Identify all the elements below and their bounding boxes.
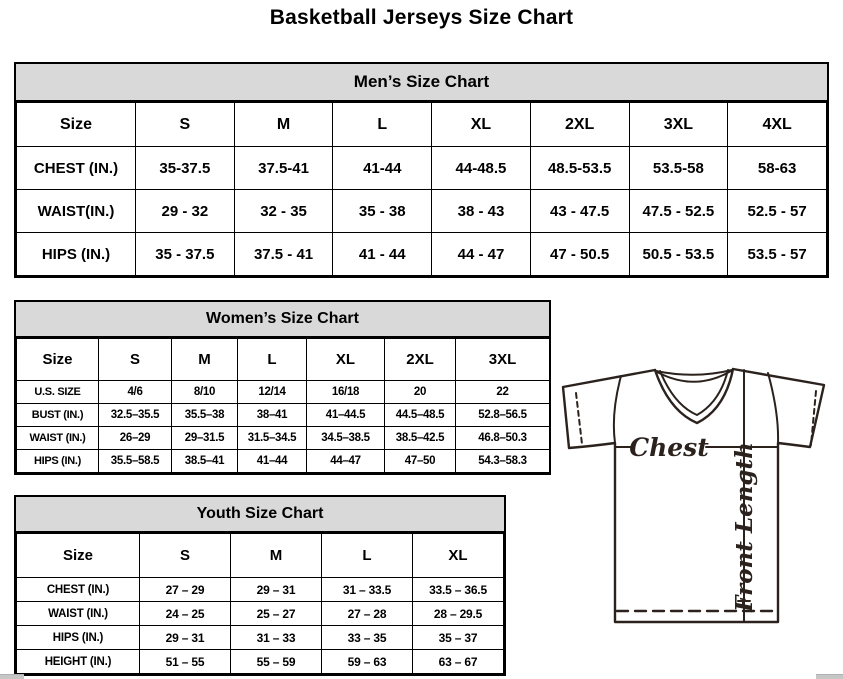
size-value: 33.5 – 36.5 — [413, 578, 504, 602]
column-header: S — [99, 339, 172, 381]
size-value: 46.8–50.3 — [456, 427, 550, 450]
column-header: S — [136, 103, 235, 147]
size-value: 27 – 28 — [322, 602, 413, 626]
row-label: HEIGHT (IN.) — [17, 650, 140, 674]
size-value: 29 - 32 — [136, 190, 235, 233]
size-value: 4/6 — [99, 381, 172, 404]
table-row — [17, 404, 550, 427]
chest-label: Chest — [629, 433, 709, 462]
size-value: 29–31.5 — [172, 427, 238, 450]
table-row — [17, 626, 504, 650]
column-header: S — [140, 534, 231, 578]
size-value: 16/18 — [307, 381, 385, 404]
size-value: 51 – 55 — [140, 650, 231, 674]
size-value: 44–47 — [307, 450, 385, 473]
size-value: 38.5–42.5 — [385, 427, 456, 450]
row-label: HIPS (IN.) — [17, 626, 140, 650]
size-value: 44.5–48.5 — [385, 404, 456, 427]
size-value: 35.5–38 — [172, 404, 238, 427]
row-label: CHEST (IN.) — [17, 147, 136, 190]
size-value: 38.5–41 — [172, 450, 238, 473]
column-header: XL — [307, 339, 385, 381]
column-header: 2XL — [530, 103, 629, 147]
size-value: 41–44 — [238, 450, 307, 473]
size-value: 47.5 - 52.5 — [629, 190, 728, 233]
column-header: M — [234, 103, 333, 147]
horizontal-scrollbar-thumb-left[interactable] — [0, 674, 24, 679]
jersey-seam-right — [768, 373, 778, 443]
size-value: 20 — [385, 381, 456, 404]
size-value: 58-63 — [728, 147, 827, 190]
size-value: 52.8–56.5 — [456, 404, 550, 427]
row-label: WAIST (IN.) — [17, 602, 140, 626]
size-value: 41 - 44 — [333, 233, 432, 276]
jersey-measurement-diagram — [555, 355, 843, 655]
size-value: 31 – 33.5 — [322, 578, 413, 602]
jersey-outline — [563, 369, 824, 622]
column-header: 3XL — [629, 103, 728, 147]
horizontal-scrollbar-thumb-right[interactable] — [816, 674, 843, 679]
youth-table-caption: Youth Size Chart — [16, 497, 504, 533]
column-header: M — [172, 339, 238, 381]
table-header-row — [17, 103, 827, 147]
size-value: 63 – 67 — [413, 650, 504, 674]
jersey-collar-back-arc-1 — [656, 370, 732, 375]
table-row — [17, 578, 504, 602]
column-header: XL — [432, 103, 531, 147]
column-header: M — [231, 534, 322, 578]
table-row — [17, 190, 827, 233]
size-value: 29 – 31 — [231, 578, 322, 602]
row-label: BUST (IN.) — [17, 404, 99, 427]
size-value: 27 – 29 — [140, 578, 231, 602]
column-header: 3XL — [456, 339, 550, 381]
mens-size-table — [14, 62, 829, 278]
table-row — [17, 650, 504, 674]
size-value: 35-37.5 — [136, 147, 235, 190]
mens-table-caption: Men’s Size Chart — [16, 64, 827, 102]
size-value: 55 – 59 — [231, 650, 322, 674]
size-value: 48.5-53.5 — [530, 147, 629, 190]
size-value: 59 – 63 — [322, 650, 413, 674]
table-row — [17, 381, 550, 404]
size-value: 32 - 35 — [234, 190, 333, 233]
size-value: 25 – 27 — [231, 602, 322, 626]
size-value: 53.5 - 57 — [728, 233, 827, 276]
size-value: 37.5 - 41 — [234, 233, 333, 276]
size-value: 41–44.5 — [307, 404, 385, 427]
page-title: Basketball Jerseys Size Chart — [269, 6, 574, 29]
row-label: WAIST(IN.) — [17, 190, 136, 233]
size-value: 34.5–38.5 — [307, 427, 385, 450]
column-header: 2XL — [385, 339, 456, 381]
front-length-label: Front Length — [731, 442, 758, 612]
size-value: 54.3–58.3 — [456, 450, 550, 473]
table-row — [17, 147, 827, 190]
size-value: 28 – 29.5 — [413, 602, 504, 626]
jersey-cuff-left-dashed — [576, 393, 582, 444]
size-value: 31.5–34.5 — [238, 427, 307, 450]
size-value: 38 - 43 — [432, 190, 531, 233]
column-header: L — [333, 103, 432, 147]
row-label: WAIST (IN.) — [17, 427, 99, 450]
womens-table-caption: Women’s Size Chart — [16, 302, 549, 338]
size-value: 12/14 — [238, 381, 307, 404]
table-header-row — [17, 339, 550, 381]
size-value: 35.5–58.5 — [99, 450, 172, 473]
size-value: 37.5-41 — [234, 147, 333, 190]
size-value: 29 – 31 — [140, 626, 231, 650]
size-value: 43 - 47.5 — [530, 190, 629, 233]
column-header: L — [238, 339, 307, 381]
size-value: 47 - 50.5 — [530, 233, 629, 276]
column-header: XL — [413, 534, 504, 578]
table-row — [17, 233, 827, 276]
size-value: 32.5–35.5 — [99, 404, 172, 427]
womens-size-table — [14, 300, 551, 475]
table-row — [17, 427, 550, 450]
row-label: HIPS (IN.) — [17, 233, 136, 276]
row-label: CHEST (IN.) — [17, 578, 140, 602]
row-label: U.S. SIZE — [17, 381, 99, 404]
column-header: L — [322, 534, 413, 578]
size-value: 44 - 47 — [432, 233, 531, 276]
column-header: Size — [17, 534, 140, 578]
size-value: 50.5 - 53.5 — [629, 233, 728, 276]
size-value: 26–29 — [99, 427, 172, 450]
size-value: 35 - 37.5 — [136, 233, 235, 276]
size-value: 44-48.5 — [432, 147, 531, 190]
size-value: 22 — [456, 381, 550, 404]
size-value: 8/10 — [172, 381, 238, 404]
size-value: 24 – 25 — [140, 602, 231, 626]
size-value: 33 – 35 — [322, 626, 413, 650]
size-value: 35 – 37 — [413, 626, 504, 650]
size-value: 52.5 - 57 — [728, 190, 827, 233]
size-value: 35 - 38 — [333, 190, 432, 233]
size-value: 53.5-58 — [629, 147, 728, 190]
column-header: 4XL — [728, 103, 827, 147]
size-value: 38–41 — [238, 404, 307, 427]
table-row — [17, 450, 550, 473]
jersey-seam-left — [614, 376, 621, 443]
size-value: 41-44 — [333, 147, 432, 190]
column-header: Size — [17, 103, 136, 147]
table-header-row — [17, 534, 504, 578]
table-row — [17, 602, 504, 626]
column-header: Size — [17, 339, 99, 381]
youth-size-table — [14, 495, 506, 676]
size-value: 47–50 — [385, 450, 456, 473]
row-label: HIPS (IN.) — [17, 450, 99, 473]
size-value: 31 – 33 — [231, 626, 322, 650]
